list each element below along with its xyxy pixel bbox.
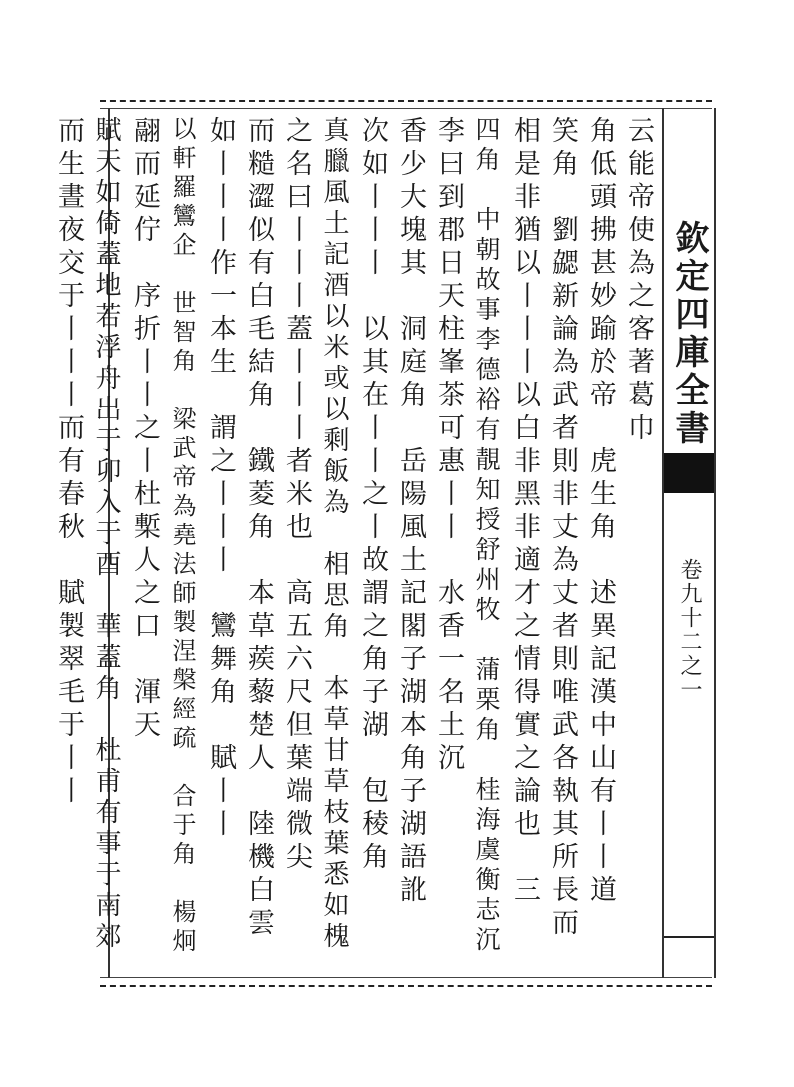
text-column: 李曰到郡日天柱峯茶可惠丨丨 水香一名土沉 [433,116,464,776]
bottom-border-dashed [100,985,712,987]
text-column: 真臘風土記酒以米或以剩飯為 相思角 本草甘草枝葉悉如槐 [319,116,349,953]
text-column: 之名曰丨丨丨蓋丨丨丨者米也 高五六尺但葉端微尖 [281,116,312,875]
text-column: 云能帝使為之客著葛巾 [623,116,654,446]
fish-tail-mark [664,453,714,493]
text-column: 而糙澀似有白毛結角 鐵菱角 本草蒺藜楚人 陸機白雲 [243,116,274,941]
text-column: 以軒羅鸞企 世智角 梁武帝為堯法師製涅槃經疏 合于角 楊炯 [168,116,196,957]
block-center-margin [662,108,716,978]
text-column: 次如丨丨丨 以其在丨丨之丨故謂之角子湖 包稜角 [357,116,388,875]
text-column: 賦天如倚蓋地若浮舟出于卯入于酉 華蓋角 杜甫有事于南郊 [91,116,121,953]
text-column: 相是非猶以丨丨丨以白非黑非適才之情得實之論也 三 [509,116,540,908]
text-column: 笑角 劉勰新論為武者則非丈為丈者則唯武各執其所長而 [547,116,578,941]
text-column: 四角 中朝故事李德裕有靚知授舒州牧 蒲栗角 桂海虞衡志沉 [472,116,501,956]
top-border-dashed [100,100,712,102]
margin-rule [664,936,714,938]
top-border-line [100,108,712,109]
text-column: 而生晝夜交于丨丨丨而有春秋 賦製翠毛于丨丨 [53,116,84,809]
volume-label: 卷九十二之一 [677,558,702,702]
text-column: 如丨丨丨作一本生 謂之丨丨丨 鸞舞角 賦丨丨 [205,116,236,842]
bottom-border-line [100,977,712,978]
text-column: 香少大塊其 洞庭角 岳陽風土記閣子湖本角子湖語訛 [395,116,426,908]
text-column: 翮而延佇 序折丨丨之丨杜槧人之口 渾天 [129,116,160,743]
book-title: 欽定四庫全書 [669,220,709,448]
text-column: 角低頭拂甚妙踰於帝 虎生角 述異記漢中山有丨丨道 [585,116,616,908]
